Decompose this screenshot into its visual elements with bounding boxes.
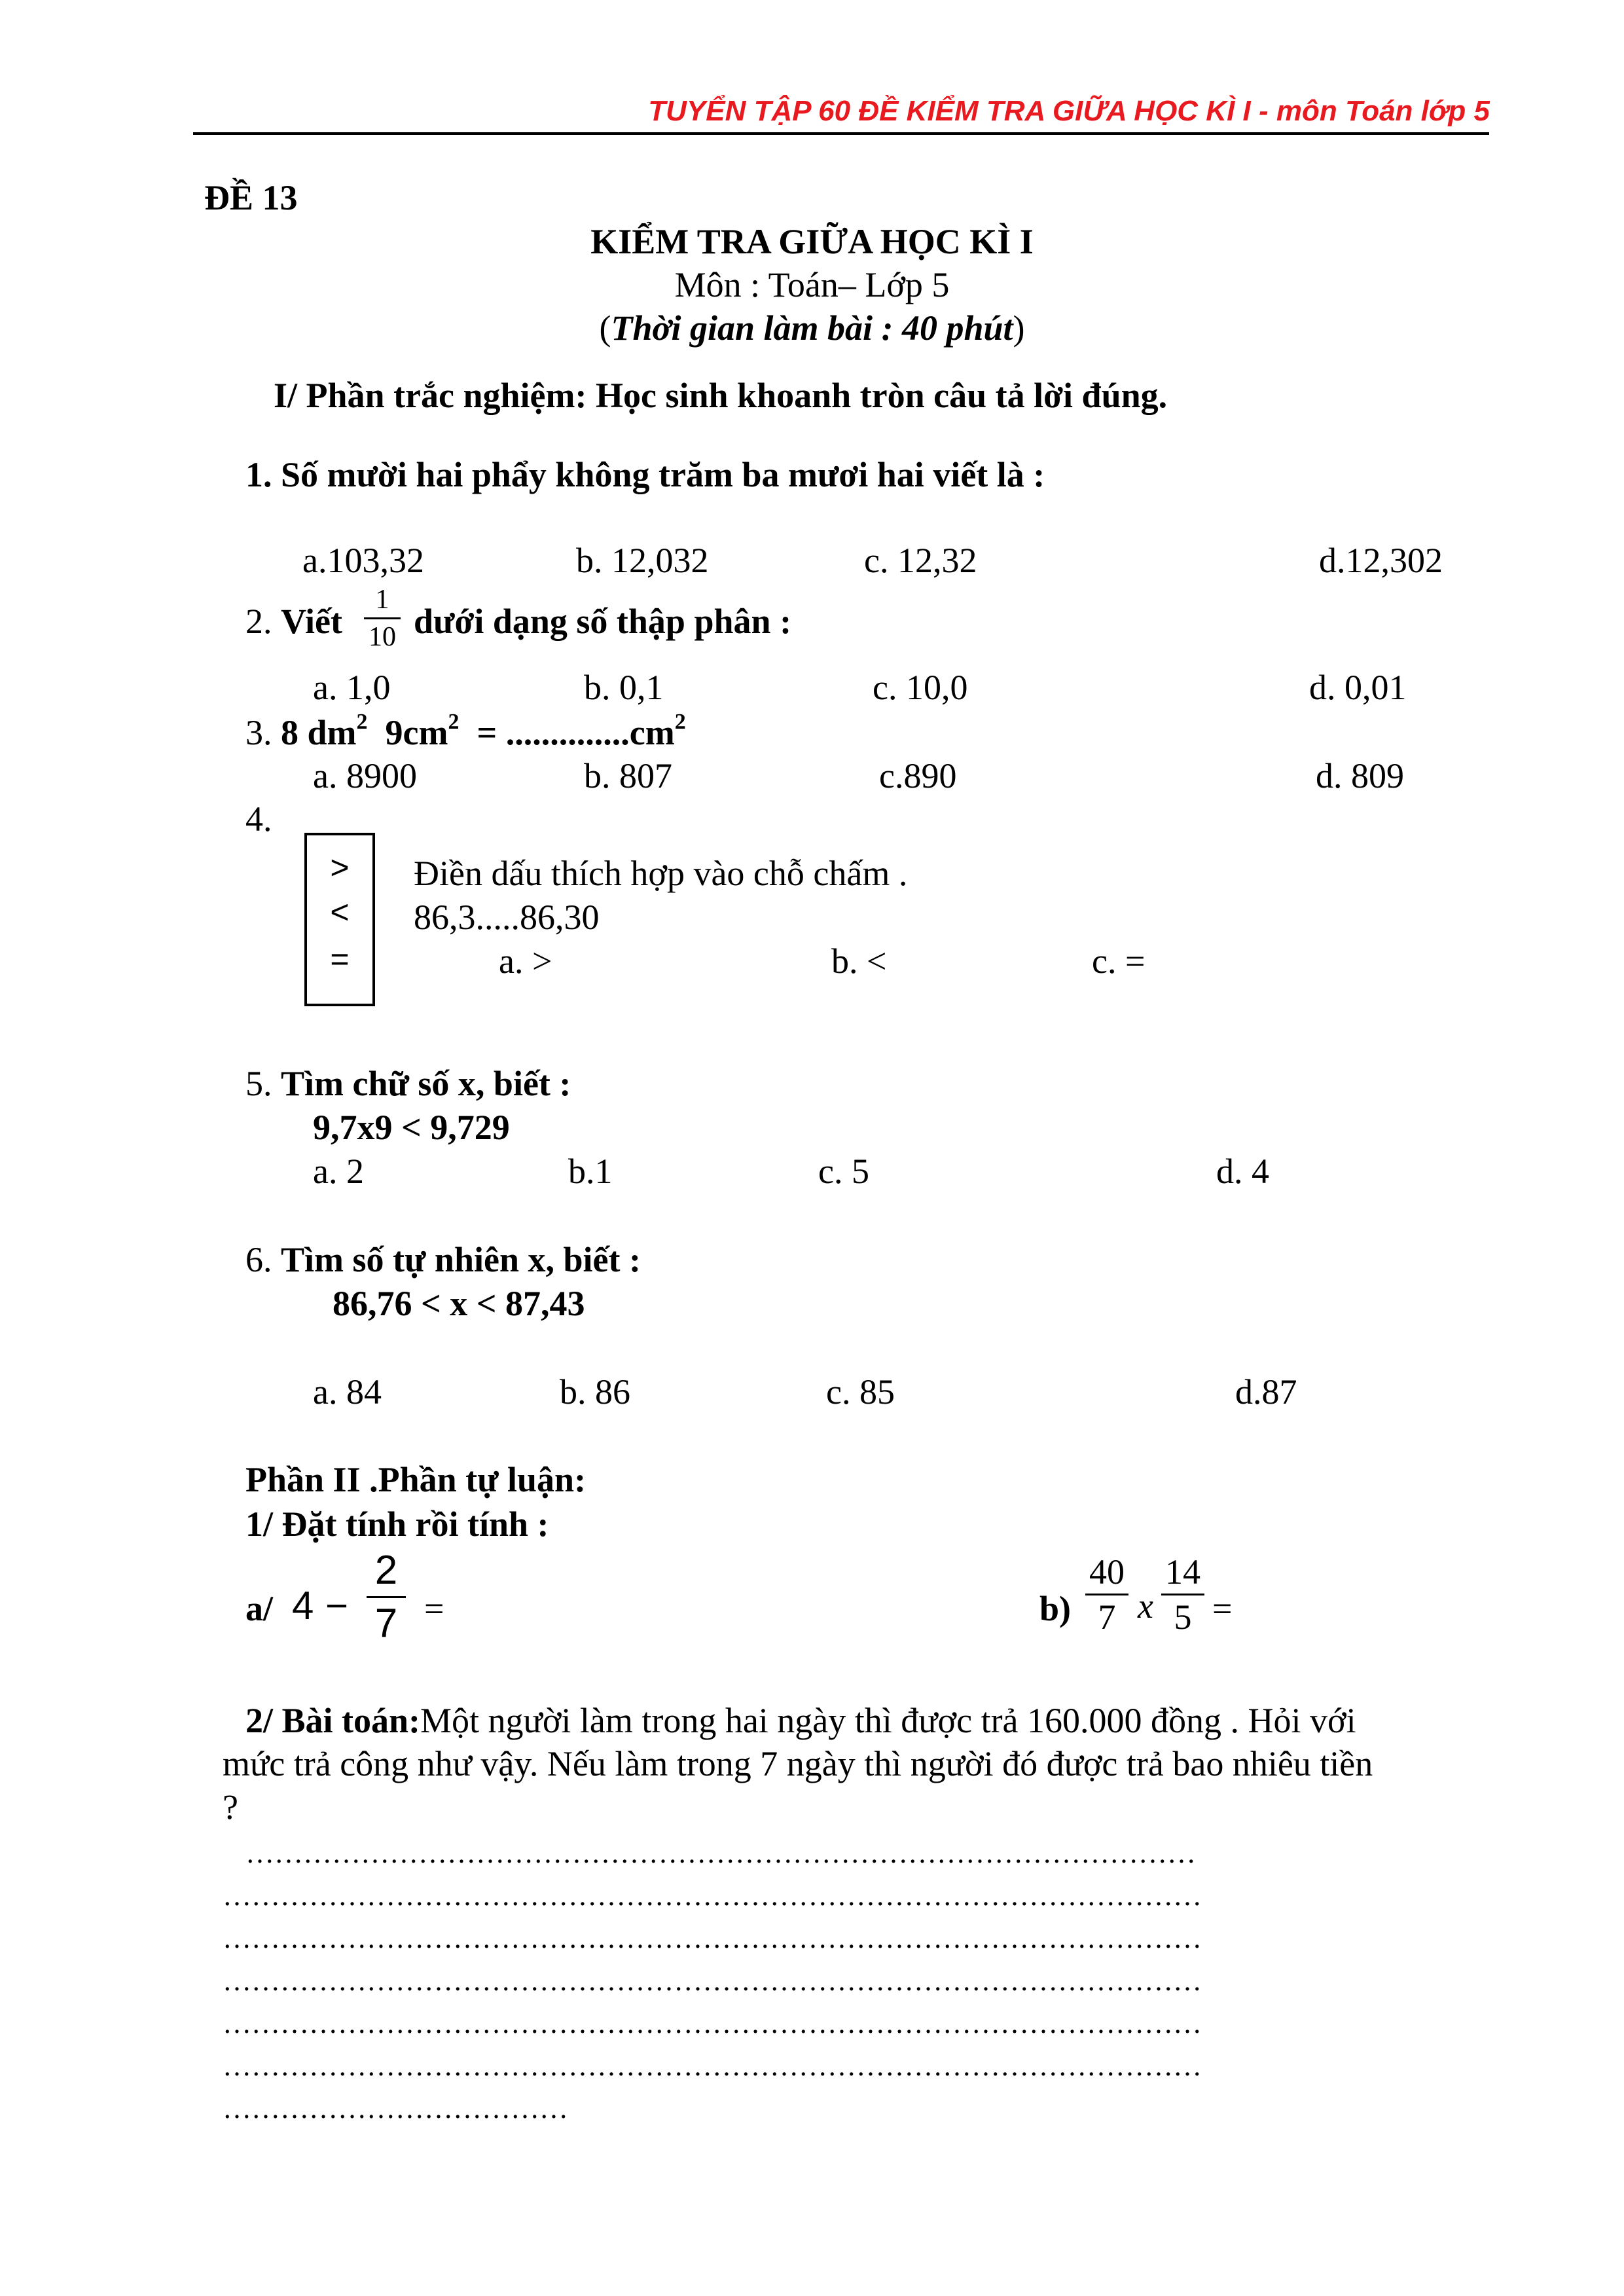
q5-option-c: c. 5 [818,1152,869,1191]
q6-option-d: d.87 [1235,1372,1297,1412]
q6-option-b: b. 86 [560,1372,630,1412]
task2-line3: ? [223,1787,238,1827]
time-open: ( [599,308,611,348]
expr-a-den: 7 [374,1601,398,1646]
expr-b-den1: 7 [1098,1597,1116,1637]
q2-fraction [364,586,401,651]
q1-option-d: d.12,302 [1319,541,1443,580]
q5-option-b: b.1 [568,1152,613,1191]
q5-option-d: d. 4 [1216,1152,1269,1191]
expr-b-num1: 40 [1089,1552,1125,1592]
q2-bold-word: Viết [281,602,342,641]
expr-b-label: b) [1039,1589,1072,1628]
q6-option-c: c. 85 [826,1372,895,1412]
q2-suffix: dưới dạng số thập phân : [414,602,792,641]
part2-task1: 1/ Đặt tính rồi tính : [245,1504,549,1544]
q4-option-a: a. > [499,941,552,981]
expr-b-den2: 5 [1174,1597,1192,1637]
q3-sup-b: 2 [448,710,460,734]
q6-line [245,1242,641,1277]
q4-box-greater: > [330,849,350,886]
answer-line-3: ………………………………………………………………………………………… [223,1922,1202,1954]
q1-text: 1. Số mười hai phẩy không trăm ba mươi hai viết là : [245,455,1045,494]
answer-line-1: ……………………………………………………………………………………… [245,1837,1196,1869]
q6-label: 6. [245,1240,281,1279]
answer-line-5: ………………………………………………………………………………………… [223,2007,1202,2039]
expr-a-minus: − [325,1584,349,1628]
q6-option-a: a. 84 [313,1372,382,1412]
q2-option-b: b. 0,1 [584,668,664,707]
q3-option-c: c.890 [879,756,957,795]
part1-heading: I/ Phần trắc nghiệm: Học sinh khoanh tròn câu tả lời đúng. [274,376,1168,415]
q5-line [245,1066,571,1101]
q4-box-equal: = [330,941,350,977]
q5-option-a: a. 2 [313,1152,364,1191]
q5-text: Tìm chữ số x, biết : [281,1064,571,1103]
q2-frac-num: 1 [375,585,389,615]
q3-sup-c: 2 [674,710,686,734]
task2-text1: Một người làm trong hai ngày thì được trả 160.000 đồng . Hỏi với [420,1701,1356,1740]
q3-part-c: = ..............cm [459,713,675,752]
q3-part-b: 9cm [367,713,448,752]
task2-label: 2/ Bài toán: [245,1701,421,1740]
q2-option-c: c. 10,0 [873,668,968,707]
part2-heading: Phần II .Phần tự luận: [245,1460,586,1499]
exam-time [0,310,1624,346]
expr-a-bar [367,1596,406,1598]
expr-a-whole: 4 [292,1584,314,1628]
expr-a-label: a/ [245,1589,274,1628]
q1-option-a: a.103,32 [302,541,424,580]
q5-label: 5. [245,1064,281,1103]
expr-a-fraction [367,1550,406,1644]
answer-line-6: ………………………………………………………………………………………… [223,2050,1202,2082]
q3-line [245,710,686,752]
answer-line-7: ……………………………… [223,2092,568,2124]
expr-b-bar2 [1161,1594,1204,1595]
q2-prefix: 2. [245,602,281,641]
q6-text: Tìm số tự nhiên x, biết : [281,1240,641,1279]
q4-box-less: < [330,894,350,930]
expr-b-fraction-2 [1161,1554,1204,1635]
q3-part-a: 8 dm [281,713,357,752]
exam-subject: Môn : Toán– Lớp 5 [674,265,950,304]
expr-b-fraction-1 [1085,1554,1128,1635]
task2-line1 [245,1703,1356,1738]
expr-b-num2: 14 [1165,1552,1200,1592]
task2-line2: mức trả công như vậy. Nếu làm trong 7 ngày thì người đó được trả bao nhiêu tiền [223,1744,1373,1783]
q6-expression: 86,76 < x < 87,43 [333,1284,585,1323]
q4-sign-box [304,833,375,1006]
expr-b-equals: = [1212,1589,1233,1628]
header-rule [193,132,1489,135]
q3-sup-a: 2 [356,710,368,734]
q3-option-a: a. 8900 [313,756,417,795]
q4-option-b: b. < [831,941,887,981]
expr-a-equals: = [424,1589,444,1628]
q3-option-b: b. 807 [584,756,672,795]
expr-a-num: 2 [374,1548,398,1593]
q3-option-d: d. 809 [1316,756,1404,795]
q2-option-a: a. 1,0 [313,668,391,707]
q1-option-b: b. 12,032 [576,541,709,580]
exam-number: ĐỀ 13 [204,178,298,217]
answer-line-4: ………………………………………………………………………………………… [223,1965,1202,1997]
q4-label: 4. [245,799,272,839]
expr-b-bar1 [1085,1594,1128,1595]
exam-title: KIỂM TRA GIỮA HỌC KÌ I [590,222,1034,261]
q3-prefix: 3. [245,713,281,752]
time-close: ) [1013,308,1025,348]
q4-instruction: Điền dấu thích hợp vào chỗ chấm . [414,854,908,893]
header-title: TUYỂN TẬP 60 ĐỀ KIỂM TRA GIỮA HỌC KÌ I - môn Toán lớp 5 [648,95,1490,127]
time-text: Thời gian làm bài : 40 phút [611,308,1013,348]
answer-line-2: ………………………………………………………………………………………… [223,1880,1202,1912]
q2-line [245,604,342,639]
q4-expression: 86,3.....86,30 [414,898,600,937]
q2-frac-den: 10 [369,622,396,652]
q2-frac-bar [364,617,401,619]
q5-expression: 9,7x9 < 9,729 [313,1108,510,1147]
q1-option-c: c. 12,32 [864,541,977,580]
expr-b-times: x [1138,1586,1153,1626]
q4-option-c: c. = [1092,941,1146,981]
q2-option-d: d. 0,01 [1309,668,1407,707]
